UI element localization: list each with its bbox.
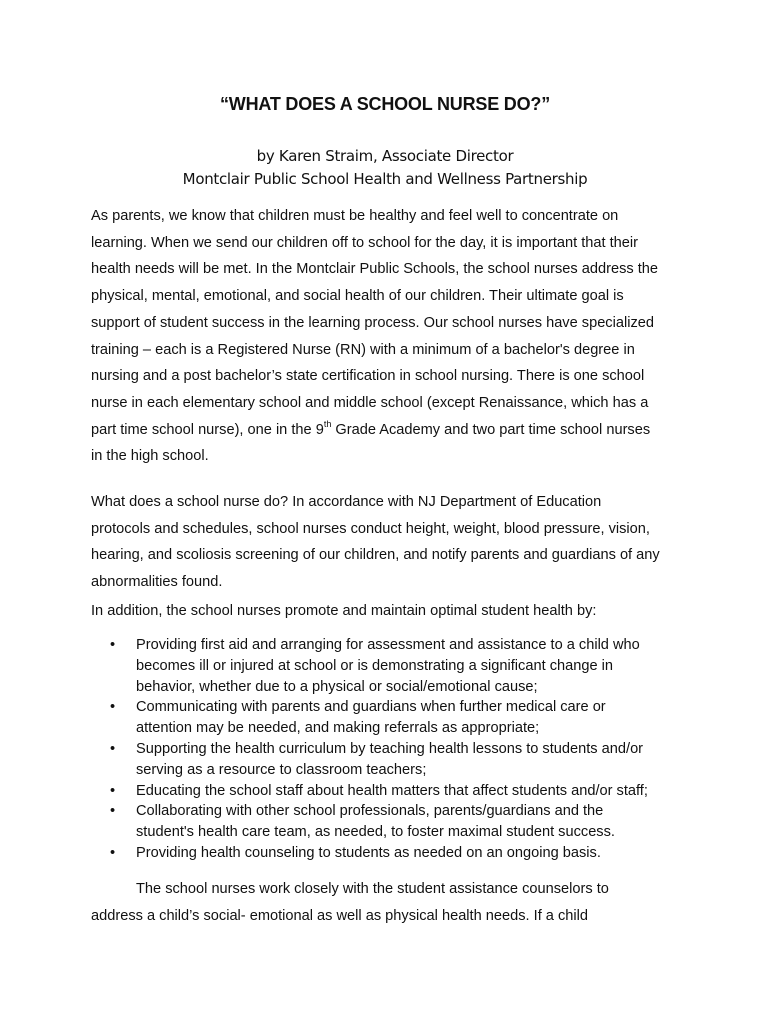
list-item [91,843,711,864]
paragraph-intro [91,203,691,470]
text-line: Supporting the health curriculum by teaching health lessons to students and/or [136,740,644,757]
paragraph-in-addition: In addition, the school nurses promote and maintain optimal student health by: [91,603,597,619]
text-line: serving as a resource to classroom teachers; [136,761,427,778]
text-line: Educating the school staff about health matters that affect students and/or staff; [136,782,648,799]
document-title: “WHAT DOES A SCHOOL NURSE DO?” [219,94,550,114]
paragraph-closing [91,876,691,929]
text-line: Providing health counseling to students as needed on an ongoing basis. [136,844,601,861]
text-line: student's health care team, as needed, to foster maximal student success. [136,824,615,841]
text-line: learning. When we send our children off to school for the day, it is important that their [91,234,639,251]
text-line: becomes ill or injured at school or is demonstrating a significant change in [136,657,613,674]
byline-author: by Karen Straim, Associate Director [256,147,514,165]
text-line: Communicating with parents and guardians when further medical care or [136,699,606,716]
list-item [91,697,711,739]
superscript-ordinal: th [323,418,332,429]
text-line: Providing first aid and arranging for assessment and assistance to a child who [136,637,640,653]
text-line: The school nurses work closely with the student assistance counselors to [136,881,609,897]
text-line: What does a school nurse do? In accordance with NJ Department of Education [91,494,602,510]
text-line: Collaborating with other school professionals, parents/guardians and the [136,803,604,820]
text-line: physical, mental, emotional, and social health of our children. Their ultimate goal is [91,288,624,305]
list-item [91,635,711,697]
text-line: nursing and a post bachelor’s state certification in school nursing. There is one school [91,368,645,385]
bullet-list [91,635,711,864]
list-item [91,781,711,802]
bullet-icon: • [110,699,116,716]
text-line: protocols and schedules, school nurses conduct height, weight, blood pressure, vision, [91,520,650,537]
text-line: address a child’s social- emotional as well as physical health needs. If a child [91,907,588,924]
bullet-icon: • [110,637,116,653]
text-line: As parents, we know that children must be healthy and feel well to concentrate on [91,208,619,224]
text-line: in the high school. [91,448,209,465]
bullet-icon: • [110,740,116,757]
text-fragment: part time school nurse), one in the 9 [91,421,324,438]
text-line: training – each is a Registered Nurse (RN) with a minimum of a bachelor's degree in [91,341,635,358]
text-line: hearing, and scoliosis screening of our children, and notify parents and guardians of any [91,547,660,564]
bullet-icon: • [110,803,116,820]
text-line: health needs will be met. In the Montclair Public Schools, the school nurses address the [91,261,659,278]
text-line: support of student success in the learning process. Our school nurses have specialized [91,314,654,331]
text-line: abnormalities found. [91,574,223,591]
bullet-icon: • [110,782,116,799]
list-item [91,801,711,843]
text-line: attention may be needed, and making referrals as appropriate; [136,720,540,737]
byline-organization: Montclair Public School Health and Wellness Partnership [182,170,588,188]
text-line: behavior, whether due to a physical or social/emotional cause; [136,678,538,695]
text-line: nurse in each elementary school and middle school (except Renaissance, which has a [91,394,649,411]
list-item [91,739,711,781]
paragraph-what-does [91,489,691,596]
text-line [91,417,691,444]
byline [0,145,770,191]
bullet-icon: • [110,844,116,861]
text-fragment: Grade Academy and two part time school nurses [331,421,651,438]
